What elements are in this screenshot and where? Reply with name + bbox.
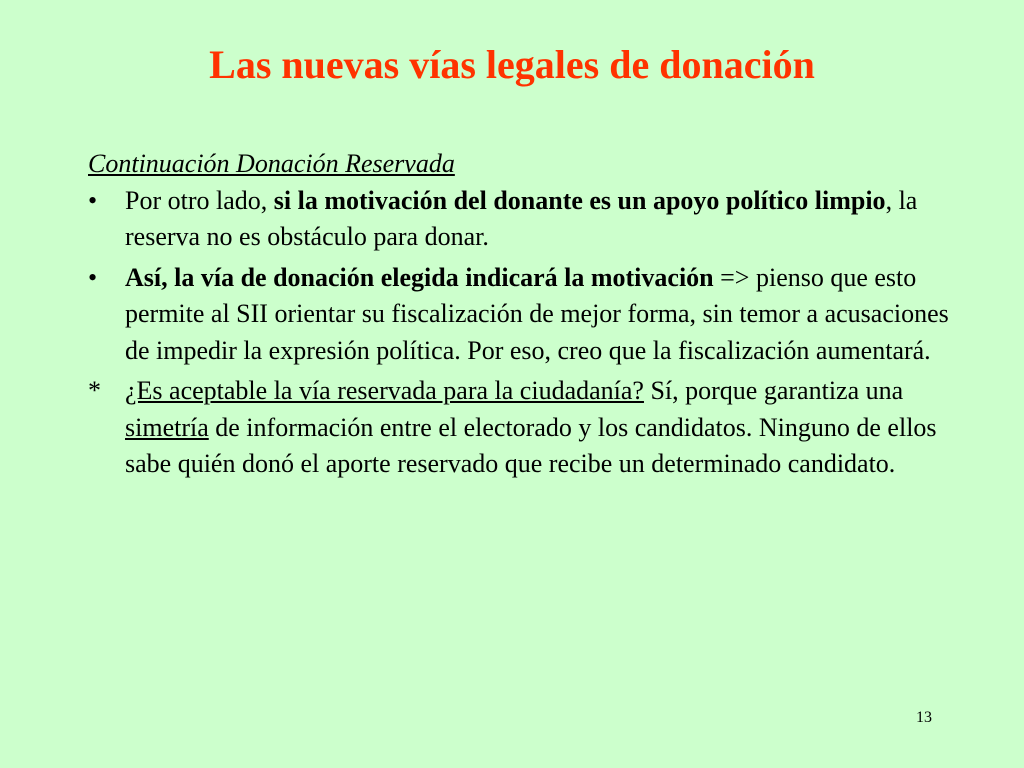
bullet-1-bold-text: si la motivación del donante es un apoyo político limpio [273,185,886,215]
bullet-2-bold-text: Así, la vía de donación elegida indicará la motivación [125,262,714,292]
bullet-2-text: => pienso que esto permite al SII orientar su fiscalización de mejor forma, sin temor a acusaciones de impedir la expresión política. Por eso, creo que la fiscalización aumentará. [125,262,949,365]
bullet-item-1 [88,183,968,256]
slide-content [88,146,968,483]
bullet-1-text-c: , la reserva no es obstáculo para donar. [125,185,918,251]
note-item [88,373,968,483]
bullet-1-text-a: Por otro lado, [125,185,274,215]
asterisk-marker: * [88,376,101,405]
bullet-marker: • [88,262,98,292]
bullet-marker: • [88,185,98,215]
section-subheading: Continuación Donación Reservada [88,149,455,178]
note-underlined-word: simetría [125,412,209,442]
slide-title: Las nuevas vías legales de donación [209,42,815,87]
note-text-b: de información entre el electorado y los candidatos. Ninguno de ellos sabe quién donó el aporte reservado que recibe un determinado candidato. [125,412,937,478]
note-text-a: Sí, porque garantiza una [643,376,904,405]
page-number: 13 [916,709,932,726]
bullet-item-2 [88,260,968,370]
note-question: ¿Es aceptable la vía reservada para la ciudadanía? [125,376,644,405]
